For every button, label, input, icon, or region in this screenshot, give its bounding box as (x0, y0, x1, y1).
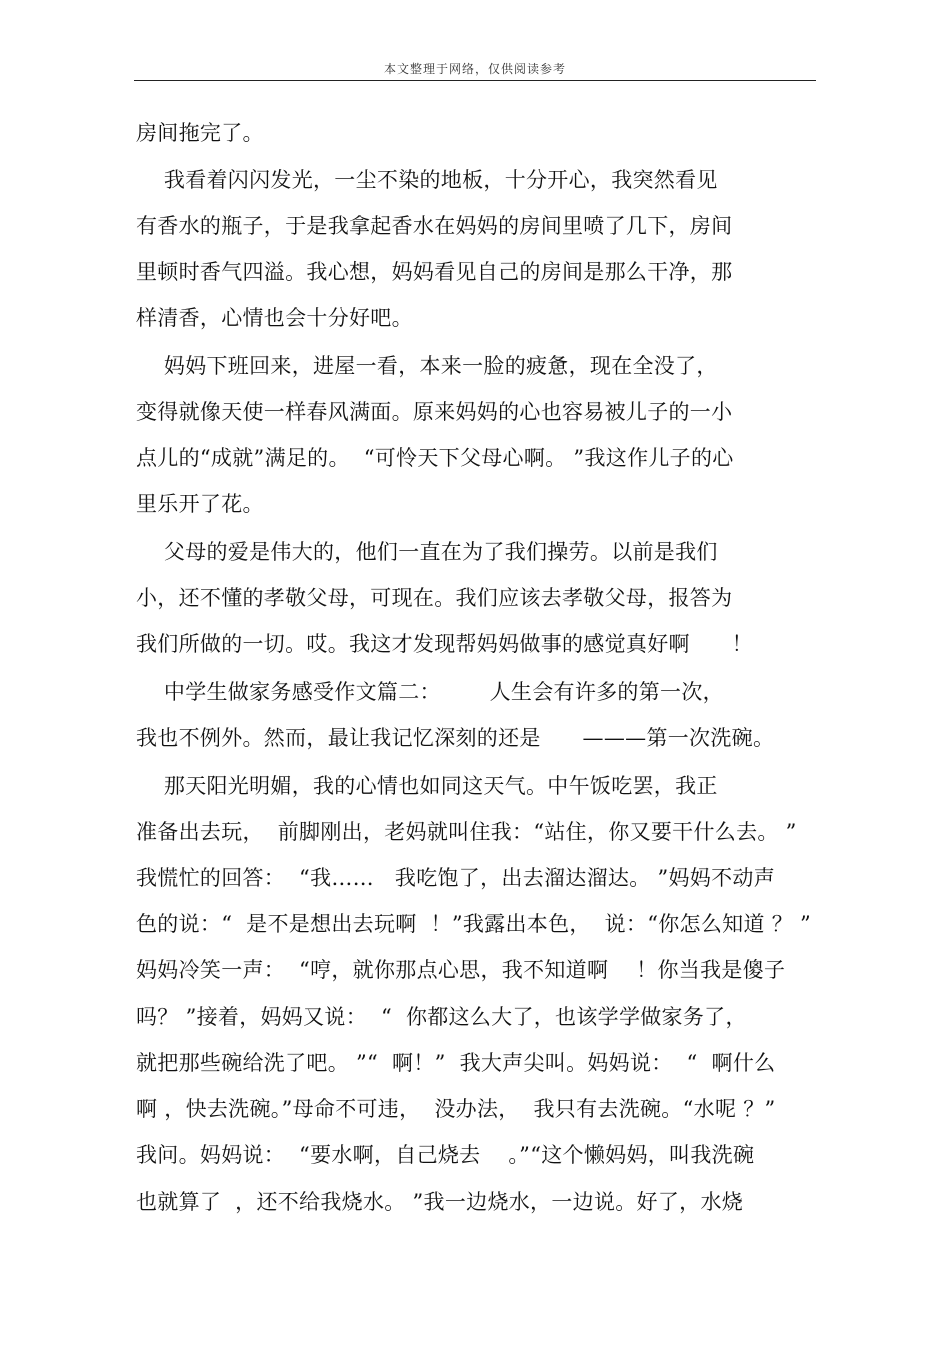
text-line: 我慌忙的回答： “我…… 我吃饱了，出去溜达溜达。 ”妈妈不动声 (136, 866, 776, 890)
text-line: 吗？ ”接着，妈妈又说： “ 你都这么大了，也该学学做家务了， (136, 1005, 747, 1029)
text-line: 妈妈下班回来，进屋一看，本来一脸的疲惫，现在全没了， (136, 354, 718, 378)
text-line: 小，还不懂的孝敬父母，可现在。我们应该去孝敬父母，报答为 (136, 586, 733, 610)
text-line: 准备出去玩， 前脚刚出，老妈就叫住我：“站住，你又要干什么去。 ” (136, 820, 797, 844)
text-line: 样清香，心情也会十分好吧。 (136, 306, 413, 330)
text-line: 我们所做的一切。哎。我这才发现帮妈妈做事的感觉真好啊 ！ (136, 632, 753, 656)
header-divider (134, 80, 816, 81)
text-line: 房间拖完了。 (136, 121, 264, 145)
text-line: 妈妈冷笑一声： “哼，就你那点心思，我不知道啊 ！你当我是傻子 (136, 958, 786, 982)
text-line: 啊 ，快去洗碗。”母命不可违， 没办法， 我只有去洗碗。“水呢 ？” (136, 1097, 776, 1121)
text-line: 那天阳光明媚，我的心情也如同这天气。中午饭吃罢，我正 (136, 774, 718, 798)
text-line: 变得就像天使一样春风满面。原来妈妈的心也容易被儿子的一小 (136, 400, 733, 424)
text-line: 中学生做家务感受作文篇二： 人生会有许多的第一次， (136, 680, 724, 704)
text-line: 父母的爱是伟大的，他们一直在为了我们操劳。以前是我们 (136, 540, 718, 564)
text-line: 有香水的瓶子，于是我拿起香水在妈妈的房间里喷了几下，房间 (136, 214, 733, 238)
text-line: 点儿的“成就”满足的。 “可怜天下父母心啊。 ”我这作儿子的心 (136, 446, 734, 470)
text-line: 我也不例外。然而，最让我记忆深刻的还是 ———第一次洗碗。 (136, 726, 775, 750)
text-line: 我看着闪闪发光，一尘不染的地板，十分开心，我突然看见 (136, 168, 718, 192)
text-line: 里乐开了花。 (136, 492, 264, 516)
text-line: 我问。妈妈说： “要水啊，自己烧去 。”“这个懒妈妈，叫我洗碗 (136, 1143, 755, 1167)
page-header: 本文整理于网络，仅供阅读参考 (383, 62, 566, 76)
text-line: 就把那些碗给洗了吧。 ”“ 啊！” 我大声尖叫。妈妈说： “ 啊什么 (136, 1051, 776, 1075)
text-line: 里顿时香气四溢。我心想，妈妈看见自己的房间是那么干净，那 (136, 260, 733, 284)
text-line: 色的说：“ 是不是想出去玩啊 ！”我露出本色， 说：“你怎么知道 ？ ” (136, 912, 812, 936)
text-line: 也就算了 ，还不给我烧水。 ”我一边烧水，一边说。好了，水烧 (136, 1190, 744, 1214)
